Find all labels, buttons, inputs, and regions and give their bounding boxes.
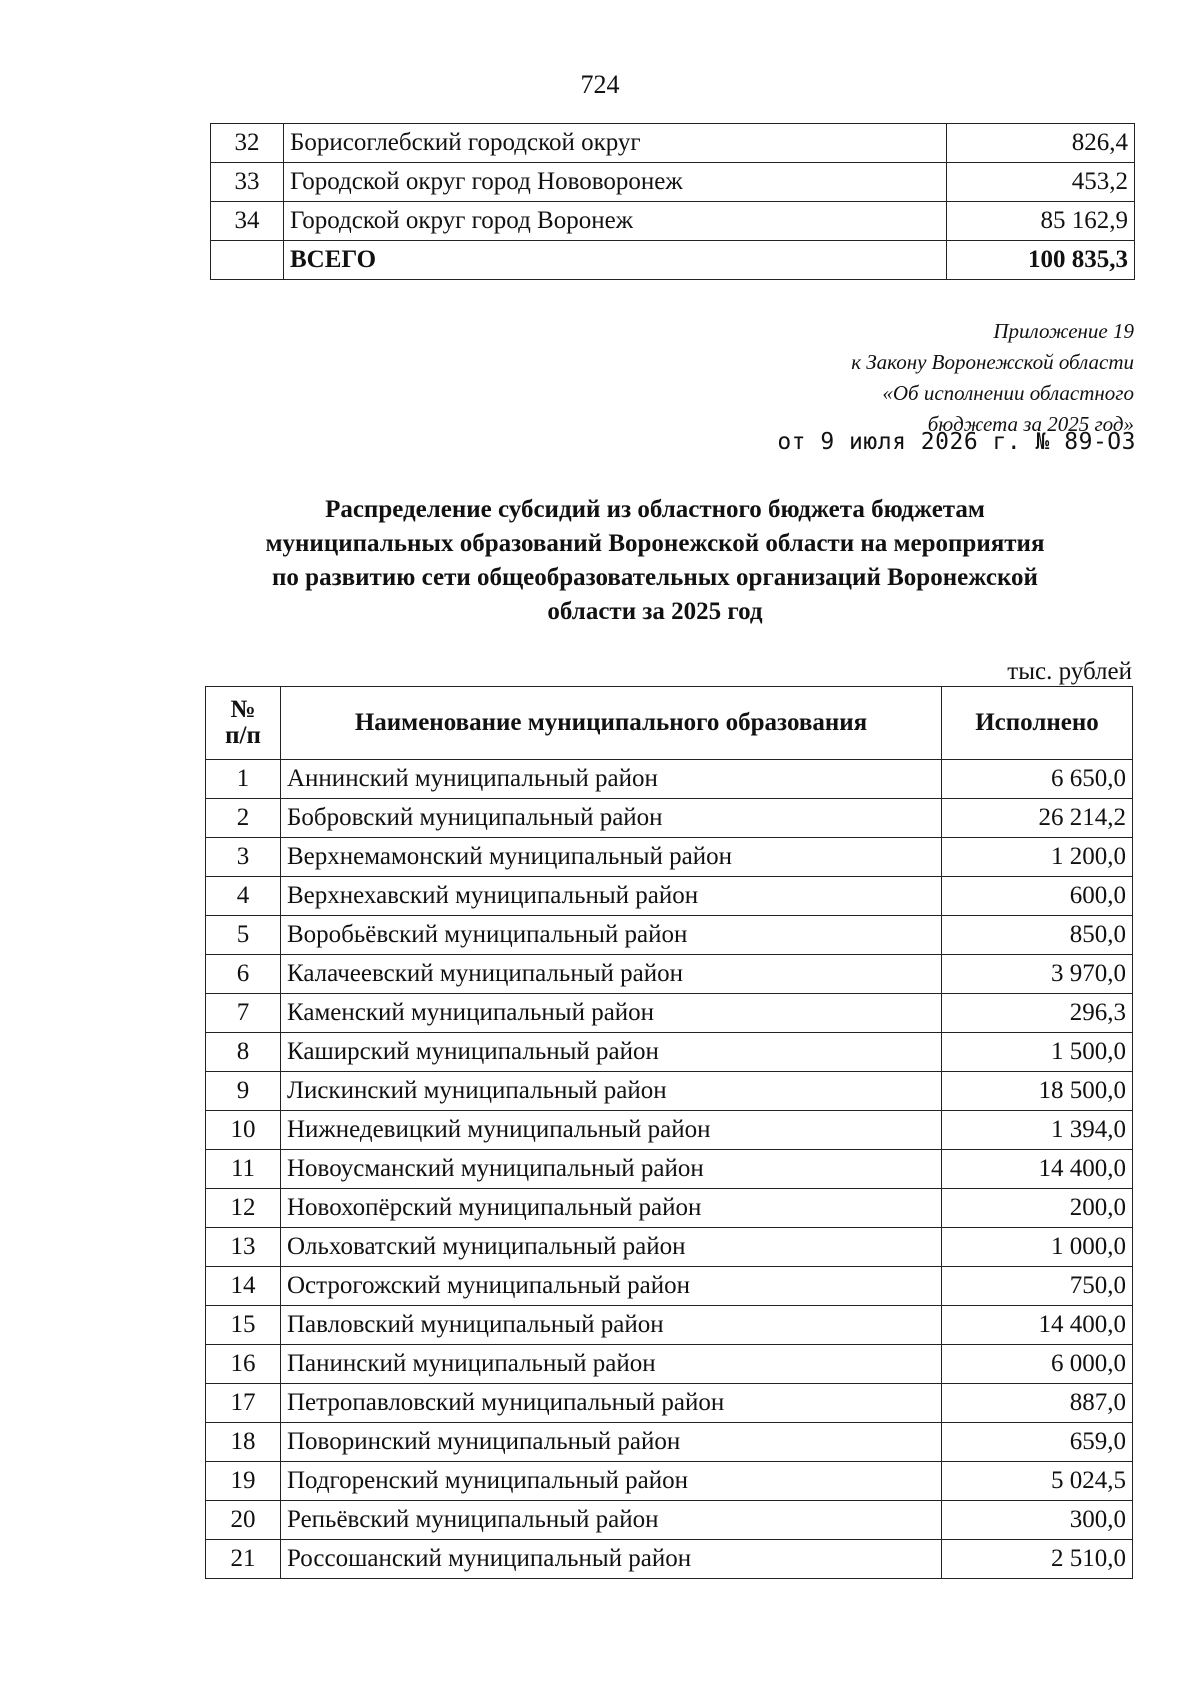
table-row [206,1423,1133,1462]
executed-amount: 18 500,0 [942,1072,1133,1111]
title-line: Распределение субсидий из областного бюджета бюджетам [325,496,985,523]
municipality-name: Каширский муниципальный район [281,1033,942,1072]
municipality-name: Острогожский муниципальный район [281,1267,942,1306]
table-row [206,1501,1133,1540]
row-number: 15 [206,1306,281,1345]
header-row [206,687,1133,760]
header-number [206,687,281,760]
header-name: Наименование муниципального образования [281,687,942,760]
title-line: области за 2025 год [547,598,763,625]
row-number: 21 [206,1540,281,1579]
table-row [206,994,1133,1033]
municipality-name: Новоусманский муниципальный район [281,1150,942,1189]
municipality-name: Борисоглебский городской округ [284,124,947,163]
municipality-name: Панинский муниципальный район [281,1345,942,1384]
municipality-name: Городской округ город Нововоронеж [284,163,947,202]
table-row [206,1189,1133,1228]
executed-amount: 600,0 [942,877,1133,916]
executed-amount: 6 650,0 [942,760,1133,799]
municipality-name: Лискинский муниципальный район [281,1072,942,1111]
appendix-line: «Об исполнении областного [882,381,1134,405]
executed-amount: 300,0 [942,1501,1133,1540]
municipality-name: Новохопёрский муниципальный район [281,1189,942,1228]
title-line: муниципальных образований Воронежской области на мероприятия [265,530,1045,557]
executed-amount: 14 400,0 [942,1150,1133,1189]
municipality-name: Павловский муниципальный район [281,1306,942,1345]
executed-amount: 1 000,0 [942,1228,1133,1267]
total-amount: 100 835,3 [947,241,1135,280]
municipality-name: Верхнехавский муниципальный район [281,877,942,916]
municipality-name: Нижнедевицкий муниципальный район [281,1111,942,1150]
law-date-stamp: от 9 июля 2026 г. № 89-ОЗ [777,429,1136,455]
row-number: 7 [206,994,281,1033]
executed-amount: 296,3 [942,994,1133,1033]
row-number: 14 [206,1267,281,1306]
table-row [206,877,1133,916]
executed-amount: 887,0 [942,1384,1133,1423]
row-number: 6 [206,955,281,994]
municipality-name: Воробьёвский муниципальный район [281,916,942,955]
row-number: 11 [206,1150,281,1189]
table-row [206,1462,1133,1501]
page-number: 724 [580,70,620,99]
municipality-name: Поворинский муниципальный район [281,1423,942,1462]
municipality-name: Бобровский муниципальный район [281,799,942,838]
row-number: 13 [206,1228,281,1267]
executed-amount: 750,0 [942,1267,1133,1306]
executed-amount: 6 000,0 [942,1345,1133,1384]
municipality-name: Ольховатский муниципальный район [281,1228,942,1267]
appendix-line: к Закону Воронежской области [851,350,1134,374]
municipality-name: Россошанский муниципальный район [281,1540,942,1579]
table-row [206,1540,1133,1579]
executed-amount: 1 500,0 [942,1033,1133,1072]
table-row [211,163,1135,202]
table-row [206,1150,1133,1189]
table-body [206,760,1133,1579]
row-number: 1 [206,760,281,799]
row-number: 16 [206,1345,281,1384]
table-row [211,124,1135,163]
row-number: 33 [211,163,284,202]
table-row [206,760,1133,799]
municipality-name: Петропавловский муниципальный район [281,1384,942,1423]
municipality-name: Подгоренский муниципальный район [281,1462,942,1501]
row-number: 3 [206,838,281,877]
executed-amount: 26 214,2 [942,799,1133,838]
table-row [206,1345,1133,1384]
row-number: 34 [211,202,284,241]
total-label: ВСЕГО [284,241,947,280]
row-number: 18 [206,1423,281,1462]
title-line: по развитию сети общеобразовательных организаций Воронежской [272,564,1038,591]
row-number: 17 [206,1384,281,1423]
total-row-number-empty [211,241,284,280]
executed-amount: 85 162,9 [947,202,1135,241]
executed-amount: 1 200,0 [942,838,1133,877]
municipality-name: Калачеевский муниципальный район [281,955,942,994]
row-number: 2 [206,799,281,838]
row-number: 32 [211,124,284,163]
municipality-name: Каменский муниципальный район [281,994,942,1033]
table-row [206,1384,1133,1423]
executed-amount: 1 394,0 [942,1111,1133,1150]
executed-amount: 14 400,0 [942,1306,1133,1345]
row-number: 8 [206,1033,281,1072]
total-row [211,241,1135,280]
executed-amount: 453,2 [947,163,1135,202]
table-row [206,799,1133,838]
appendix-line: бюджета за 2025 год» [927,412,1134,436]
header-number-abbr: п/п [225,722,261,749]
table-row [206,1267,1133,1306]
row-number: 12 [206,1189,281,1228]
executed-amount: 826,4 [947,124,1135,163]
appendix-header [851,316,1134,440]
municipality-name: Репьёвский муниципальный район [281,1501,942,1540]
subsidy-table [205,686,1133,1579]
appendix-line: Приложение 19 [993,319,1134,343]
executed-amount: 659,0 [942,1423,1133,1462]
row-number: 10 [206,1111,281,1150]
table-row [206,955,1133,994]
row-number: 20 [206,1501,281,1540]
municipality-name: Городской округ город Воронеж [284,202,947,241]
table-row [206,838,1133,877]
row-number: 5 [206,916,281,955]
table-row [211,202,1135,241]
row-number: 19 [206,1462,281,1501]
table-header [206,687,1133,760]
header-executed: Исполнено [942,687,1133,760]
municipality-name: Аннинский муниципальный район [281,760,942,799]
table-row [206,916,1133,955]
table-row [206,1072,1133,1111]
document-title [200,493,1110,629]
row-number: 9 [206,1072,281,1111]
executed-amount: 200,0 [942,1189,1133,1228]
table-row [206,1306,1133,1345]
continuation-table-body [211,124,1135,280]
executed-amount: 5 024,5 [942,1462,1133,1501]
table-row [206,1228,1133,1267]
row-number: 4 [206,877,281,916]
continuation-table [210,123,1135,280]
executed-amount: 850,0 [942,916,1133,955]
header-number-symbol: № [230,696,256,723]
table-row [206,1033,1133,1072]
executed-amount: 2 510,0 [942,1540,1133,1579]
executed-amount: 3 970,0 [942,955,1133,994]
unit-label: тыс. рублей [1007,658,1132,685]
table-row [206,1111,1133,1150]
municipality-name: Верхнемамонский муниципальный район [281,838,942,877]
